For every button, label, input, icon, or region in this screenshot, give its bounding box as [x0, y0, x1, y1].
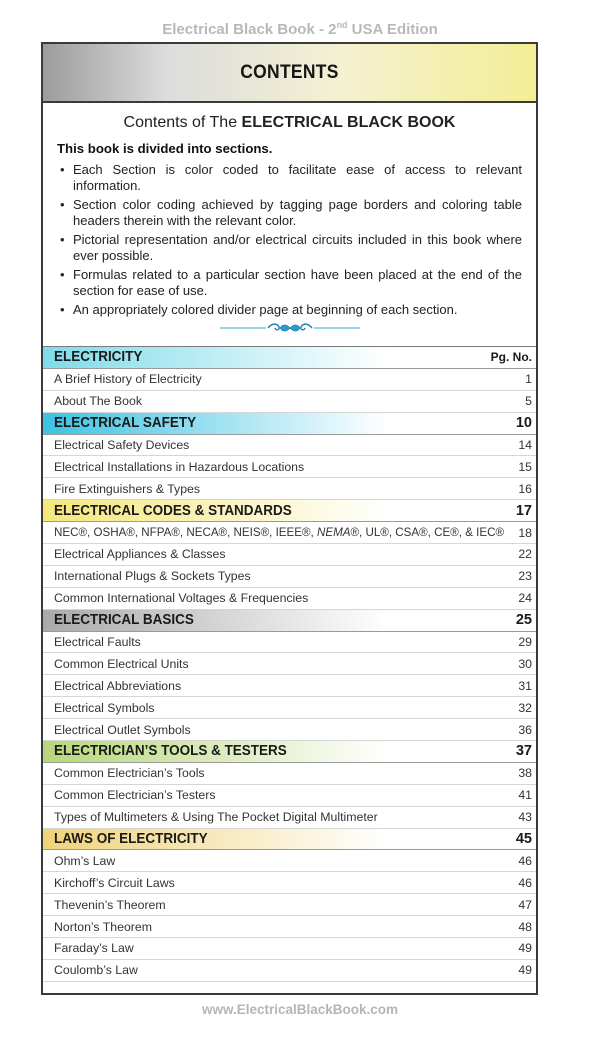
caption-superscript: nd: [336, 20, 348, 30]
entry-title: Common Electrician’s Tools: [54, 766, 205, 781]
toc-table: [43, 346, 536, 982]
intro-bullet: • Pictorial representation and/or electrical circuits included in this book where ever possible.: [57, 232, 522, 264]
entry-page-number: 48: [518, 919, 532, 934]
toc-row: [43, 697, 536, 719]
section-page-number: 25: [515, 612, 532, 629]
entry-title: Coulomb’s Law: [54, 963, 138, 978]
toc-row: [43, 938, 536, 960]
entry-title: Electrical Abbreviations: [54, 678, 182, 693]
toc-section-header: [43, 413, 536, 435]
toc-row: [43, 916, 536, 938]
entry-title: Electrical Appliances & Classes: [54, 547, 226, 562]
entry-page-number: 18: [518, 525, 532, 540]
section-title: ELECTRICIAN’S TOOLS & TESTERS: [54, 743, 287, 760]
intro-heading-bold: ELECTRICAL BLACK BOOK: [241, 114, 456, 131]
intro-bullet: • Formulas related to a particular section have been placed at the end of the section for ease of use.: [57, 267, 522, 299]
toc-row: [43, 632, 536, 654]
entry-page-number: 14: [518, 438, 532, 452]
section-page-number: 37: [515, 743, 532, 760]
section-title: ELECTRICAL BASICS: [54, 612, 194, 629]
toc-row: [43, 719, 536, 741]
flourish-icon: [220, 322, 360, 334]
toc-row: [43, 566, 536, 588]
toc-section-header: [43, 610, 536, 632]
toc-row: [43, 522, 536, 544]
entry-page-number: 15: [518, 459, 532, 474]
toc-row: [43, 369, 536, 391]
entry-page-number: 38: [518, 766, 532, 781]
toc-row: [43, 456, 536, 478]
entry-title: Fire Extinguishers & Types: [54, 481, 201, 496]
toc-section-header: [43, 741, 536, 763]
entry-page-number: 32: [518, 700, 532, 715]
toc-row: [43, 478, 536, 500]
caption-prefix: Electrical Black Book - 2: [162, 21, 337, 38]
entry-page-number: 30: [518, 656, 532, 671]
entry-page-number: 41: [518, 788, 532, 803]
toc-row: [43, 653, 536, 675]
entry-title: International Plugs & Sockets Types: [54, 569, 251, 584]
entry-page-number: 5: [525, 394, 532, 409]
toc-row: [43, 807, 536, 829]
entry-page-number: 29: [518, 635, 532, 650]
entry-title: About The Book: [54, 394, 142, 409]
entry-page-number: 31: [518, 678, 532, 693]
intro-lead: This book is divided into sections.: [57, 141, 273, 156]
page-title: CONTENTS: [240, 61, 339, 83]
entry-page-number: 49: [518, 941, 532, 956]
toc-row: [43, 785, 536, 807]
entry-title: Norton’s Theorem: [54, 919, 152, 934]
toc-row: [43, 675, 536, 697]
toc-row: [43, 435, 536, 457]
section-page-number: 17: [515, 502, 532, 519]
entry-page-number: 49: [518, 963, 532, 978]
section-page-number: 45: [515, 831, 532, 848]
entry-page-number: 23: [518, 569, 532, 584]
intro-heading: [57, 114, 522, 132]
entry-page-number: 24: [518, 591, 532, 606]
entry-title: A Brief History of Electricity: [54, 372, 202, 387]
entry-title: Electrical Outlet Symbols: [54, 722, 191, 737]
toc-section-header: [43, 500, 536, 522]
divider-ornament: [57, 322, 522, 334]
toc-row: [43, 960, 536, 982]
toc-row: [43, 588, 536, 610]
entry-title: Faraday’s Law: [54, 941, 134, 956]
section-page-number: Pg. No.: [490, 350, 532, 365]
entry-page-number: 46: [518, 875, 532, 890]
toc-section-header: [43, 829, 536, 851]
top-caption: [0, 20, 600, 38]
entry-title: Common Electrical Units: [54, 656, 189, 671]
entry-page-number: 43: [518, 810, 532, 825]
toc-section-header: [43, 347, 536, 369]
toc-row: [43, 850, 536, 872]
caption-suffix: USA Edition: [347, 21, 438, 38]
section-title: LAWS OF ELECTRICITY: [54, 831, 208, 848]
contents-header: [43, 44, 536, 103]
entry-title: NEC®, OSHA®, NFPA®, NECA®, NEIS®, IEEE®, NEMA®, UL®, CSA®, CE®, & IEC®: [54, 526, 505, 540]
entry-title: Ohm’s Law: [54, 853, 116, 868]
entry-title: Thevenin’s Theorem: [54, 897, 166, 912]
entry-page-number: 16: [518, 481, 532, 496]
entry-title: Common Electrician’s Testers: [54, 788, 216, 803]
intro-bullet: • Section color coding achieved by tagging page borders and coloring table headers therein with the relevant color.: [57, 197, 522, 229]
toc-row: [43, 894, 536, 916]
toc-row: [43, 544, 536, 566]
entry-title: Electrical Symbols: [54, 700, 155, 715]
intro-heading-prefix: Contents of The: [123, 114, 242, 131]
entry-title: Electrical Safety Devices: [54, 438, 190, 452]
entry-title: Common International Voltages & Frequencies: [54, 591, 309, 606]
intro-bullet: • An appropriately colored divider page at beginning of each section.: [57, 302, 522, 318]
section-title: ELECTRICAL SAFETY: [54, 415, 197, 432]
toc-row: [43, 391, 536, 413]
section-page-number: 10: [515, 415, 532, 432]
intro-section: [43, 114, 536, 334]
contents-frame: [41, 42, 538, 995]
entry-title: Electrical Installations in Hazardous Locations: [54, 459, 305, 474]
nema-italic: NEMA: [317, 526, 351, 540]
entry-title: Electrical Faults: [54, 635, 141, 650]
entry-page-number: 47: [518, 897, 532, 912]
entry-page-number: 46: [518, 853, 532, 868]
footer-url: www.ElectricalBlackBook.com: [201, 1002, 399, 1017]
entry-page-number: 36: [518, 722, 532, 737]
entry-title: Kirchoff’s Circuit Laws: [54, 875, 175, 890]
intro-bullet: • Each Section is color coded to facilitate ease of access to relevant information.: [57, 162, 522, 194]
entry-page-number: 1: [525, 372, 532, 387]
section-title: ELECTRICAL CODES & STANDARDS: [54, 502, 292, 519]
entry-page-number: 22: [518, 547, 532, 562]
toc-row: [43, 872, 536, 894]
intro-bullet-list: [57, 162, 522, 318]
toc-row: [43, 763, 536, 785]
entry-title: Types of Multimeters & Using The Pocket Digital Multimeter: [54, 810, 378, 825]
section-title: ELECTRICITY: [54, 349, 143, 366]
